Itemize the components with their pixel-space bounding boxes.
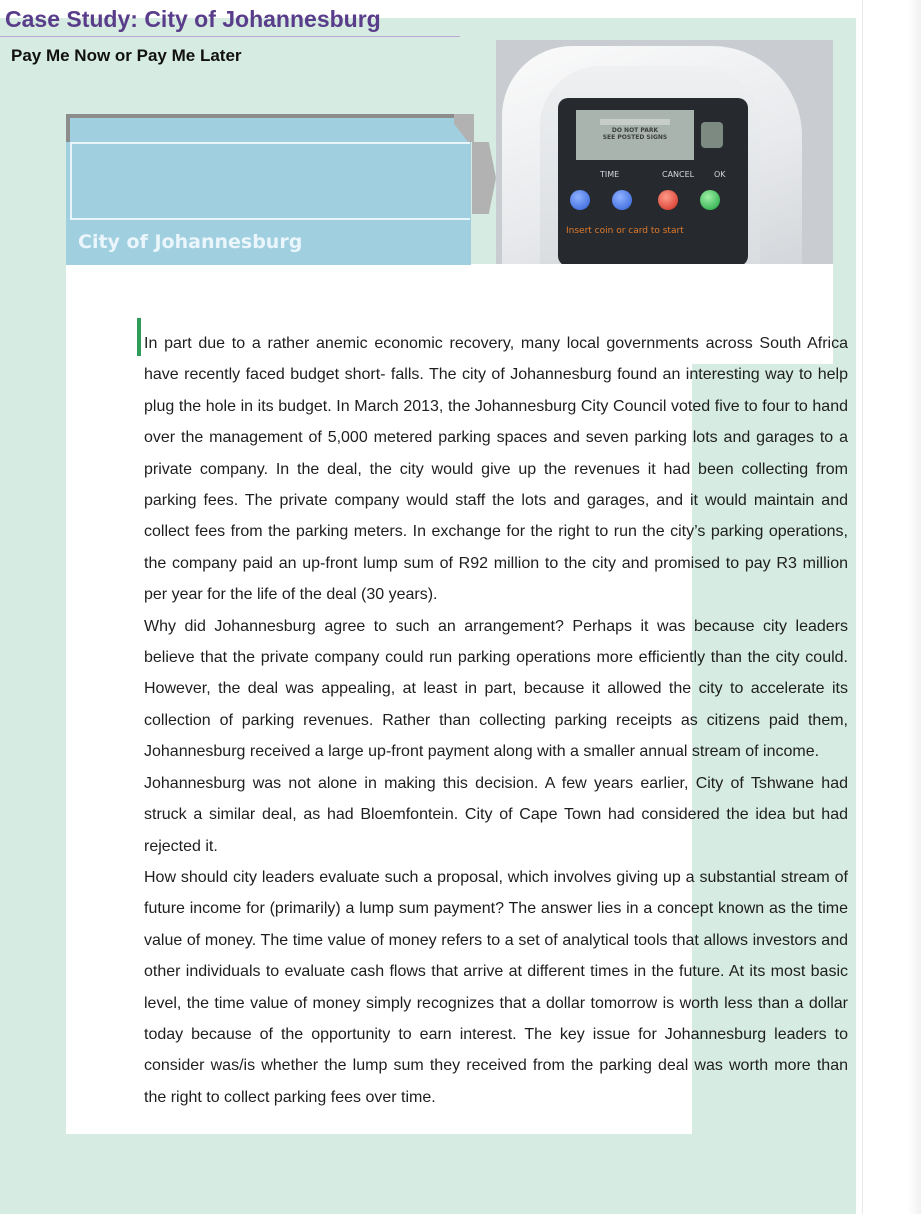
- meter-blue-button-1: [570, 190, 590, 210]
- banner-label: City of Johannesburg: [78, 231, 303, 253]
- meter-key-ok: OK: [714, 170, 726, 179]
- meter-red-button: [658, 190, 678, 210]
- meter-screen-line-2: SEE POSTED SIGNS: [602, 134, 668, 141]
- card-reader-icon: [701, 122, 723, 148]
- meter-screen-bar: [600, 119, 670, 125]
- page-edge-strip: [856, 0, 921, 1214]
- page-title: Case Study: City of Johannesburg: [5, 6, 381, 32]
- article-paragraph-1: In part due to a rather anemic economic recovery, many local governments across South Africa have recently faced budget short- falls. The city of Johannesburg found an interesting way to help plug the hole in its budget. In March 2013, the Johannesburg City Council voted five to four to hand over the management of 5,000 metered parking spaces and seven parking lots and garages to a private company. In the deal, the city would give up the revenues it had been collecting from parking fees. The private company would staff the lots and garages, and it would maintain and collect fees from the parking meters. In exchange for the right to run the city’s parking operations, the company paid an up-front lump sum of R92 million to the city and promised to pay R3 million per year for the life of the deal (30 years).: [144, 335, 848, 604]
- meter-blue-button-2: [612, 190, 632, 210]
- banner-top-bar: [66, 114, 474, 142]
- meter-insert-text: Insert coin or card to start: [566, 226, 684, 236]
- meter-panel: [558, 98, 748, 264]
- meter-key-cancel: CANCEL: [662, 170, 695, 179]
- title-underline: [0, 36, 460, 37]
- meter-key-time: TIME: [600, 170, 620, 179]
- article-paragraph-2: Why did Johannesburg agree to such an arrangement? Perhaps it was because city leaders believe that the private company could run parking operations more efficiently than the city could. However, the deal was appealing, at least in part, because it allowed the city to accelerate its collection of parking revenues. Rather than collecting parking receipts as citizens paid them, Johannesburg received a large up-front payment along with a smaller annual stream of income.: [144, 617, 848, 761]
- article-paragraph-4: How should city leaders evaluate such a proposal, which involves giving up a substantial stream of future income for (primarily) a lump sum payment? The answer lies in a concept known as the time value of money. The time value of money refers to a set of analytical tools that allows investors and other individuals to evaluate cash flows that arrive at different times in the future. At its most basic level, the time value of money simply recognizes that a dollar tomorrow is worth less than a dollar today because of the opportunity to earn interest. The key issue for Johannesburg leaders to consider was/is whether the lump sum they received from the parking deal was worth more than the right to collect parking fees over time.: [144, 868, 848, 1106]
- banner-inner-box: [70, 142, 470, 220]
- dropcap-bar: [137, 318, 141, 356]
- meter-screen: [576, 110, 694, 160]
- banner-arrow-tab: [472, 142, 496, 214]
- parking-meter-photo: [496, 40, 833, 264]
- page-subtitle: Pay Me Now or Pay Me Later: [11, 46, 242, 65]
- meter-green-button: [700, 190, 720, 210]
- city-banner: [66, 114, 496, 265]
- page-background-white: [66, 264, 833, 332]
- article-body: [144, 328, 848, 1113]
- article-paragraph-3: Johannesburg was not alone in making this decision. A few years earlier, City of Tshwane had struck a similar deal, as had Bloemfontein. City of Cape Town had considered the idea but had rejected it.: [144, 774, 848, 855]
- page-edge-shadow: [908, 0, 921, 1214]
- page-edge-line: [862, 0, 863, 1214]
- meter-screen-line-1: DO NOT PARK: [611, 127, 659, 134]
